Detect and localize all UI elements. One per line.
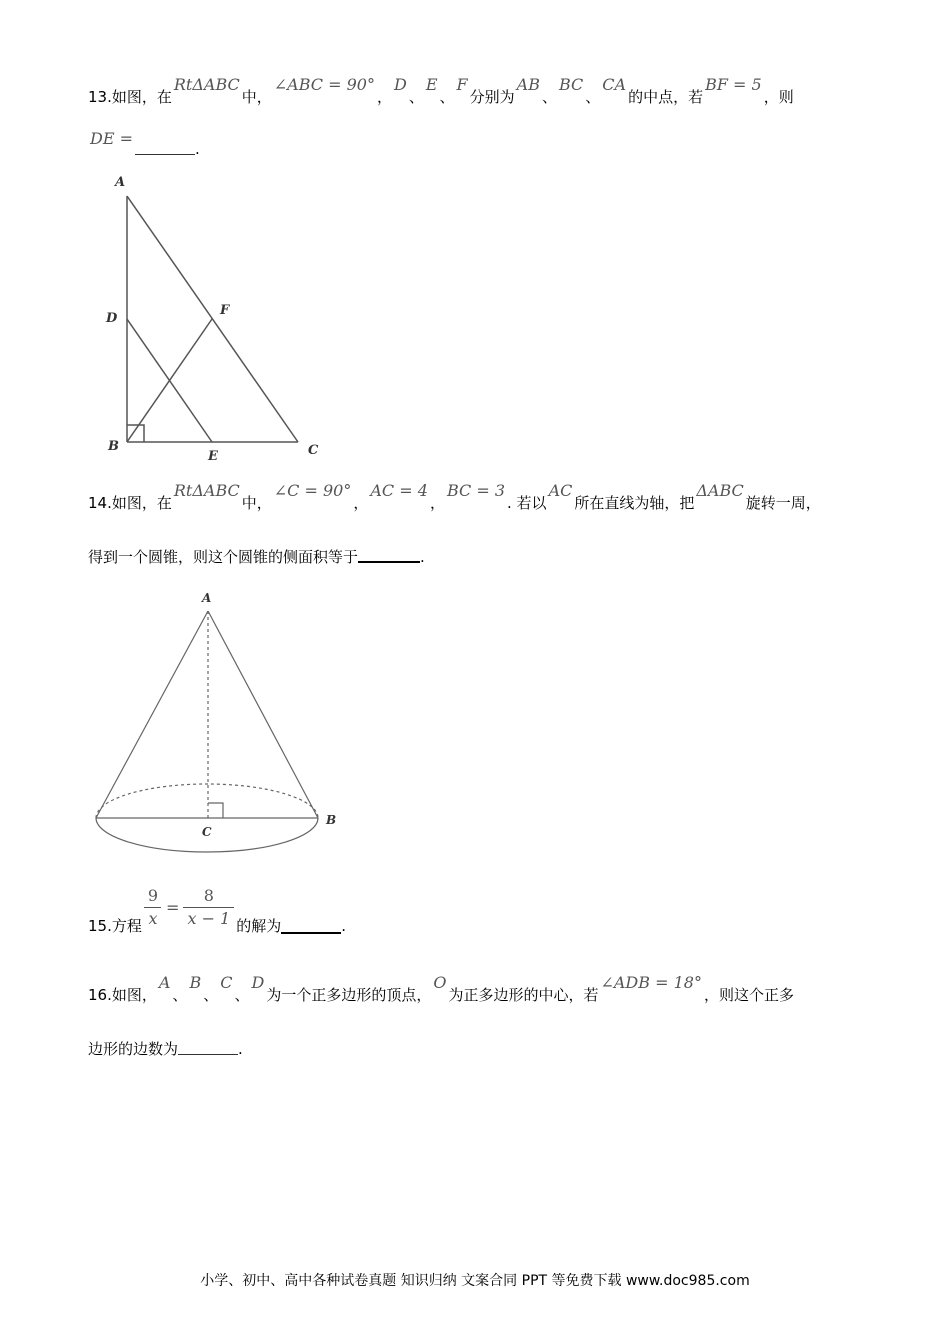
q15-numerator-8: 8: [203, 886, 214, 905]
q14-bc-value: BC = 3: [446, 481, 506, 500]
q14-segment-ac: AC: [548, 481, 573, 500]
q13-text: 的中点，若: [628, 88, 704, 106]
q14-text: 旋转一周，: [745, 494, 821, 512]
q15-text: .: [341, 916, 347, 935]
q13-answer-blank[interactable]: [135, 154, 195, 155]
q13-triangle-figure: [100, 170, 340, 470]
q14-text: 得到一个圆锥，则这个圆锥的侧面积等于: [88, 548, 359, 566]
question-16-line-1: [88, 973, 794, 1004]
q14-label-c: C: [202, 825, 212, 839]
q16-point-c: C: [220, 973, 233, 992]
q13-label-b: B: [108, 439, 119, 454]
q16-angle: ∠ADB = 18°: [600, 973, 702, 992]
q15-right-fraction: [183, 887, 234, 928]
q13-label-c: C: [308, 443, 319, 458]
q13-rt-triangle: RtΔABC: [173, 75, 240, 94]
q16-point-a: A: [158, 973, 171, 992]
q14-text: ，: [429, 494, 445, 512]
q16-text: 、: [172, 986, 188, 1004]
page-footer: 小学、初中、高中各种试卷真题 知识归纳 文案合同 PPT 等免费下载 www.doc985.com: [200, 1273, 750, 1289]
q16-point-o: O: [433, 973, 447, 992]
q14-angle: ∠C = 90°: [273, 481, 352, 500]
q13-point-d: D: [393, 75, 407, 94]
q14-cone-base-back: [96, 784, 318, 818]
q15-denominator-x-minus-1: x − 1: [183, 907, 234, 928]
question-14-line-2: [88, 548, 425, 566]
question-15: [88, 885, 347, 935]
q14-text: ，: [353, 494, 369, 512]
q13-text: 、: [439, 88, 455, 106]
q13-de: DE =: [90, 129, 133, 148]
q16-text: .: [238, 1040, 243, 1058]
q13-text: ，: [376, 88, 392, 106]
question-16-line-2: [88, 1040, 243, 1058]
q15-denominator-x: x: [144, 907, 161, 928]
q14-cone-figure: [88, 585, 348, 865]
q14-ac-value: AC = 4: [370, 481, 428, 500]
q15-number: 15.方程: [88, 916, 142, 935]
q15-equals: =: [166, 897, 180, 917]
q16-text: 、: [203, 986, 219, 1004]
q13-bf-value: BF = 5: [705, 75, 762, 94]
q13-segment-bc: BC: [558, 75, 584, 94]
q13-label-a: A: [115, 175, 126, 190]
q13-text: ，则: [763, 88, 794, 106]
q16-text: 、: [234, 986, 250, 1004]
q14-cone-left-edge: [96, 611, 208, 818]
question-14-line-1: [88, 481, 821, 512]
q14-label-a: A: [202, 591, 212, 605]
q14-text: .: [420, 548, 425, 566]
q16-text: ，则这个正多: [703, 986, 794, 1004]
q13-point-f: F: [456, 75, 468, 94]
q14-text: . 若以: [507, 494, 547, 512]
question-13-line-1: [88, 75, 794, 106]
q14-number: 14.如图，在: [88, 494, 172, 512]
q13-angle: ∠ABC = 90°: [273, 75, 375, 94]
q16-number: 16.如图，: [88, 986, 157, 1004]
q13-segment-ca: CA: [602, 75, 627, 94]
q15-answer-blank[interactable]: [281, 932, 341, 934]
q13-text: 、: [585, 88, 601, 106]
q13-segment-ab: AB: [516, 75, 540, 94]
q13-label-d: D: [106, 311, 118, 326]
q15-numerator-9: 9: [147, 886, 159, 905]
q13-label-e: E: [208, 449, 218, 464]
q13-number: 13.如图，在: [88, 88, 172, 106]
q14-right-angle-mark: [208, 803, 223, 818]
q16-answer-blank[interactable]: [178, 1054, 238, 1055]
q15-text: 的解为: [236, 916, 282, 935]
q14-answer-blank[interactable]: [358, 561, 420, 563]
q14-text: 所在直线为轴，把: [574, 494, 695, 512]
q16-point-d: D: [251, 973, 265, 992]
q13-text: 、: [541, 88, 557, 106]
q13-text: 、: [408, 88, 424, 106]
question-13-line-2: [88, 129, 200, 158]
q14-rt-triangle: RtΔABC: [173, 481, 240, 500]
q14-text: 中，: [241, 494, 272, 512]
q13-text: .: [195, 140, 200, 158]
q15-left-fraction: [144, 887, 162, 928]
q16-text: 为正多边形的中心，若: [448, 986, 599, 1004]
q16-point-b: B: [189, 973, 202, 992]
q16-text: 为一个正多边形的顶点，: [266, 986, 432, 1004]
q13-point-e: E: [425, 75, 438, 94]
q14-label-b: B: [326, 813, 337, 827]
q16-text: 边形的边数为: [88, 1040, 179, 1058]
q13-label-f: F: [220, 303, 230, 318]
q14-cone-right-edge: [208, 611, 318, 818]
q14-triangle: ΔABC: [696, 481, 744, 500]
q13-text: 中，: [241, 88, 272, 106]
q13-text: 分别为: [469, 88, 515, 106]
